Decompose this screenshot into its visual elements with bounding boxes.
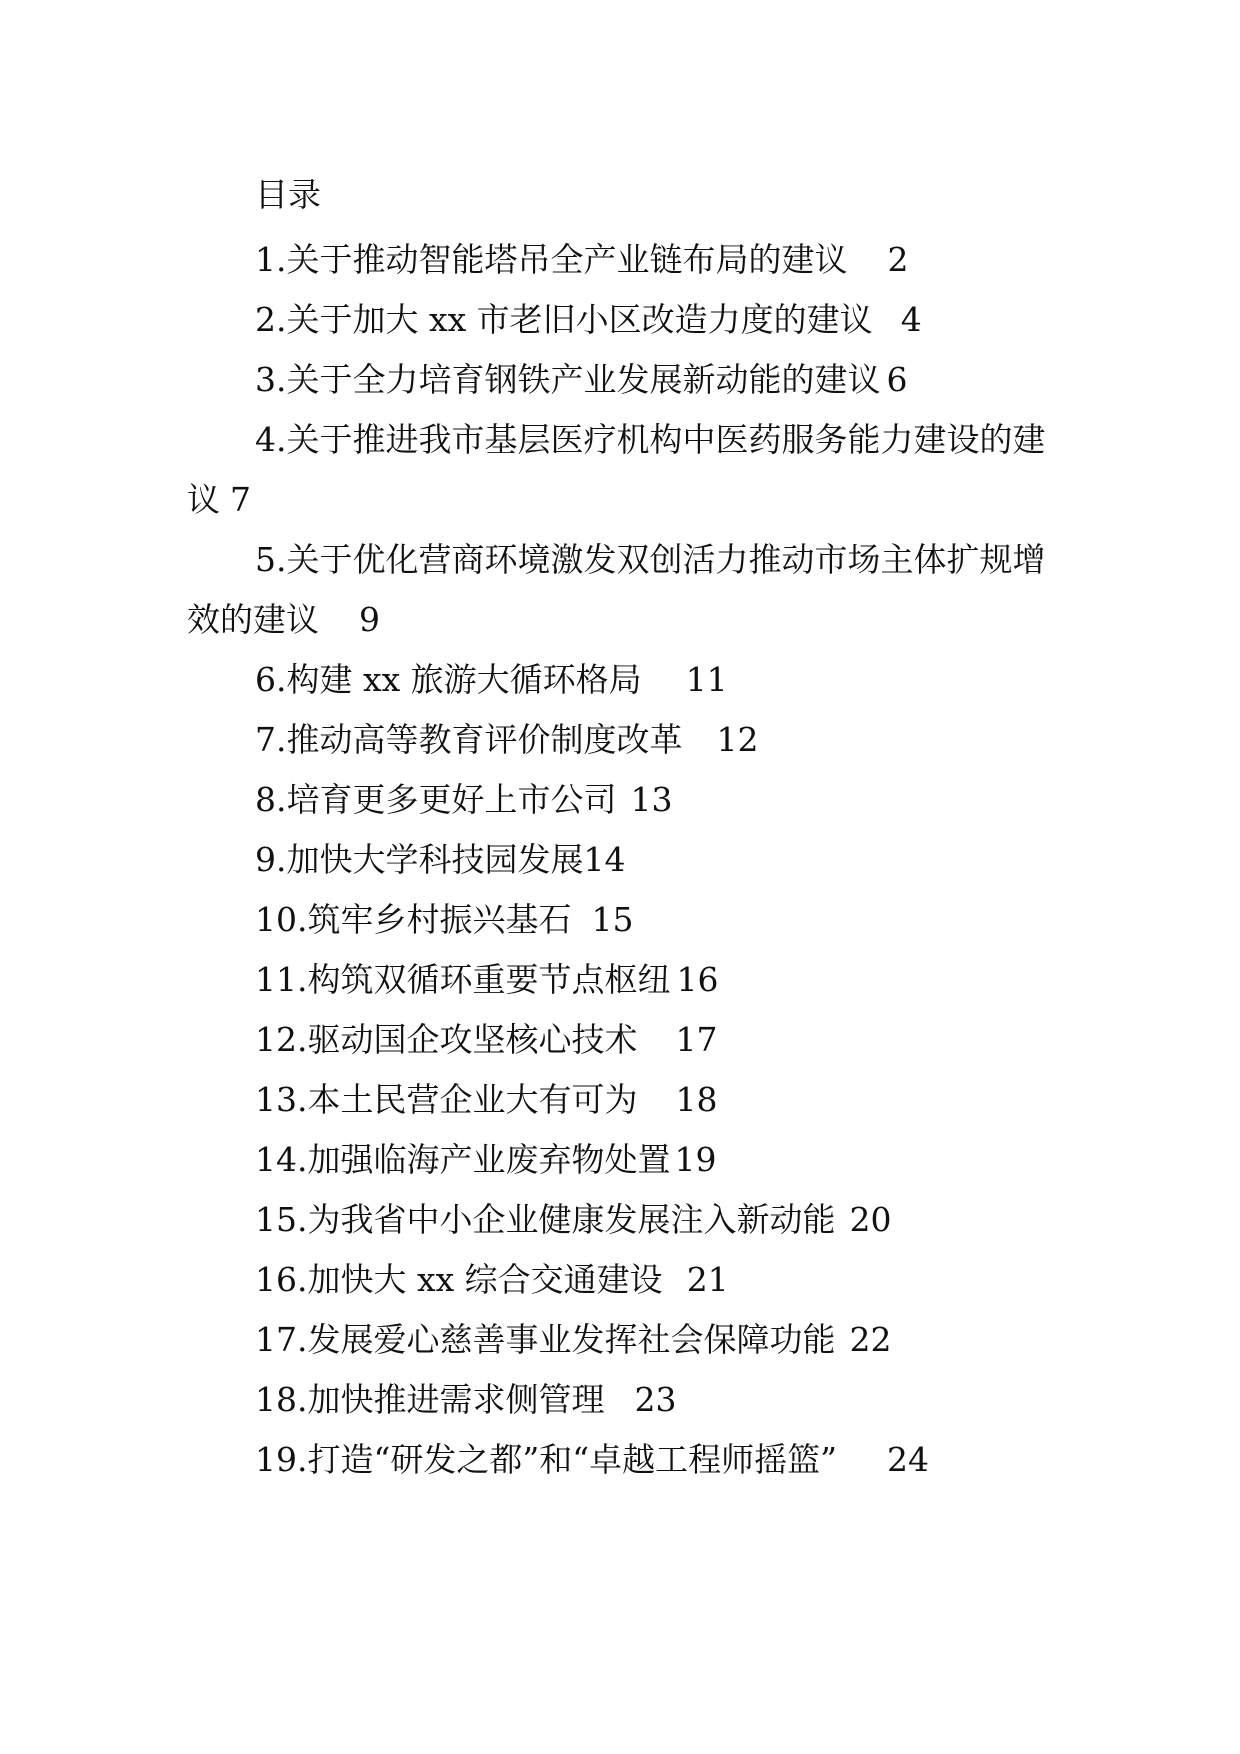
toc-entry-page: 14 — [583, 840, 626, 879]
toc-entry — [255, 1435, 929, 1485]
toc-entry-title: 19.打造“研发之都”和“卓越工程师摇篮” — [255, 1440, 837, 1479]
toc-entry — [255, 355, 908, 405]
toc-entry-title: 5.关于优化营商环境激发双创活力推动市场主体扩规增 — [255, 540, 1046, 579]
toc-entry — [255, 415, 1046, 465]
toc-entry-title: 3.关于全力培育钢铁产业发展新动能的建议 — [255, 360, 881, 399]
toc-entry-title-continuation: 议 — [187, 480, 220, 519]
toc-entry — [255, 775, 673, 825]
toc-entry-title: 12.驱动国企攻坚核心技术 — [255, 1020, 638, 1059]
toc-entry — [255, 1195, 891, 1245]
toc-entry-page: 2 — [887, 240, 909, 279]
toc-entry-page: 13 — [630, 780, 673, 819]
toc-entry-page: 19 — [674, 1140, 717, 1179]
toc-entry-title: 18.加快推进需求侧管理 — [255, 1380, 605, 1419]
toc-entry-title: 2.关于加大 xx 市老旧小区改造力度的建议 — [255, 300, 873, 339]
toc-entry-page: 12 — [716, 720, 759, 759]
toc-entry-title: 17.发展爱心慈善事业发挥社会保障功能 — [255, 1320, 836, 1359]
toc-entry-page: 16 — [676, 960, 719, 999]
toc-entry-page: 11 — [685, 660, 728, 699]
toc-entry — [255, 535, 1046, 585]
toc-entry-page: 18 — [675, 1080, 718, 1119]
toc-entry-page: 7 — [230, 480, 251, 519]
toc-entry-title: 8.培育更多更好上市公司 — [255, 780, 617, 819]
toc-entry-title: 14.加强临海产业废弃物处置 — [255, 1140, 671, 1179]
toc-entry-page: 22 — [849, 1320, 892, 1359]
toc-entry-title: 10.筑牢乡村振兴基石 — [255, 900, 572, 939]
toc-entry-title-continuation: 效的建议 — [187, 600, 319, 639]
toc-entry-title: 7.推动高等教育评价制度改革 — [255, 720, 683, 759]
toc-entry-title: 15.为我省中小企业健康发展注入新动能 — [255, 1200, 836, 1239]
toc-entry — [255, 1315, 891, 1365]
toc-entry-title: 16.加快大 xx 综合交通建设 — [255, 1260, 663, 1299]
toc-entry — [255, 1135, 716, 1185]
toc-entry — [255, 715, 759, 765]
toc-entry — [255, 1015, 717, 1065]
toc-entry — [255, 1255, 729, 1305]
toc-entry-page: 23 — [634, 1380, 677, 1419]
toc-entry-page: 21 — [686, 1260, 729, 1299]
toc-entry — [255, 955, 718, 1005]
toc-entry-continuation — [187, 595, 380, 645]
toc-entry-title: 11.构筑双循环重要节点枢纽 — [255, 960, 671, 999]
toc-entry-continuation — [187, 475, 251, 525]
toc-entry-page: 4 — [900, 300, 922, 339]
toc-entry-title: 13.本土民营企业大有可为 — [255, 1080, 638, 1119]
toc-entry — [255, 235, 909, 285]
toc-entry-page: 24 — [886, 1440, 929, 1479]
toc-entry-title: 6.构建 xx 旅游大循环格局 — [255, 660, 642, 699]
toc-entry-title: 1.关于推动智能塔吊全产业链布局的建议 — [255, 240, 848, 279]
toc-entry-page: 17 — [675, 1020, 718, 1059]
toc-entry — [255, 1375, 676, 1425]
toc-entry-title: 9.加快大学科技园发展 — [255, 840, 584, 879]
toc-entry — [255, 655, 728, 705]
toc-entry — [255, 1075, 717, 1125]
toc-entry-title: 4.关于推进我市基层医疗机构中医药服务能力建设的建 — [255, 420, 1046, 459]
toc-title: 目录 — [255, 175, 321, 214]
toc-entry-page: 20 — [849, 1200, 892, 1239]
toc-entry-page: 9 — [359, 600, 380, 639]
toc-entry — [255, 835, 626, 885]
toc-entry-page: 15 — [591, 900, 634, 939]
toc-entry-page: 6 — [886, 360, 908, 399]
toc-entry — [255, 295, 922, 345]
toc-entry — [255, 895, 633, 945]
